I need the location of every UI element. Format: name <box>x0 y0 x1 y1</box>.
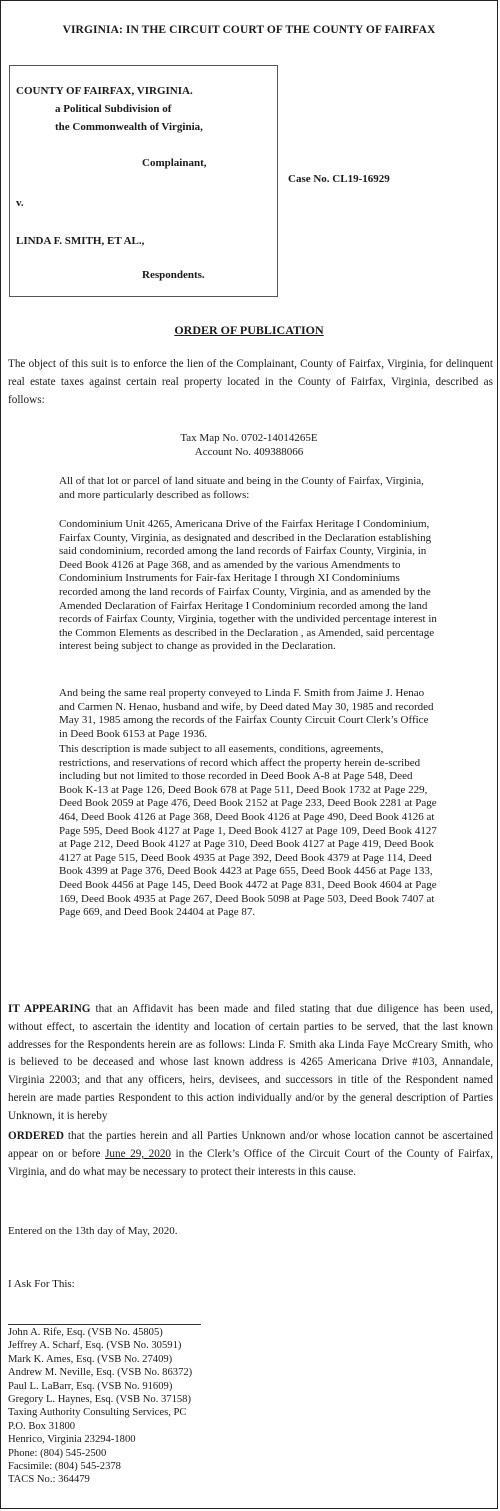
description-paragraph-1: All of that lot or parcel of land situate and being in the County of Fairfax, Virginia, and more particularly described as follows: <box>59 475 424 501</box>
signature-line-7: Taxing Authority Consulting Services, PC <box>8 1407 187 1419</box>
plaintiff-name: COUNTY OF FAIRFAX, VIRGINIA. <box>16 85 193 97</box>
signature-line-5: Paul L. LaBarr, Esq. (VSB No. 91609) <box>8 1380 173 1392</box>
it-appearing-lead: IT APPEARING <box>8 1003 91 1015</box>
signature-line-6: Gregory L. Haynes, Esq. (VSB No. 37158) <box>8 1394 192 1406</box>
signature-line-2: Jeffrey A. Scharf, Esq. (VSB No. 30591) <box>8 1340 182 1352</box>
signature-line-3: Mark K. Ames, Esq. (VSB No. 27409) <box>8 1353 173 1365</box>
versus-label: v. <box>16 197 24 209</box>
ask-for-this: I Ask For This: <box>8 1278 75 1290</box>
signature-line-9: Henrico, Virginia 23294-1800 <box>8 1434 136 1446</box>
description-paragraph-4: This description is made subject to all easements, conditions, agreements, restrictions, and reservations of record which affect the property herein de-scribed including but not limited to those recorded in Deed Book A-8 at Page 548, Deed Book K-13 at Page 126, Deed Book 678 at Page 511, Deed Book 1732 at Page 229, Deed Book 2059 at Page 476, Deed Book 2152 at Page 233, Deed Book 2281 at Page 464, Deed Book 4126 at Page 368, Deed Book 4126 at Page 490, Deed Book 4126 at Page 595, Deed Book 4127 at Page 1, Deed Book 4127 at Page 109, Deed Book 4127 at Page 212, Deed Book 4127 at Page 310, Deed Book 4127 at Page 419, Deed Book 4127 at Page 515, Deed Book 4935 at Page 392, Deed Book 4379 at Page 114, Deed Book 4399 at Page 376, Deed Book 4423 at Page 655, Deed Book 4456 at Page 133, Deed Book 4456 at Page 145, Deed Book 4472 at Page 831, Deed Book 4604 at Page 169, Deed Book 4935 at Page 267, Deed Book 5098 at Page 503, Deed Book 7407 at Page 669, and Deed Book 24404 at Page 87. <box>59 743 437 919</box>
case-number: Case No. CL19-16929 <box>288 173 390 185</box>
signature-line-11: Facsimile: (804) 545-2378 <box>8 1461 121 1473</box>
plaintiff-role: Complainant, <box>142 157 207 169</box>
signature-block <box>8 1326 192 1487</box>
description-paragraph-3: And being the same real property conveyed to Linda F. Smith from Jaime J. Henao and Carmen N. Henao, husband and wife, by Deed dated May 30, 1985 and recorded May 31, 1985 among the records of the Fairfax County Circuit Court Clerk’s Office in Deed Book 6153 at Page 1936. <box>59 687 434 740</box>
ordered-paragraph <box>8 1128 493 1181</box>
signature-line-1: John A. Rife, Esq. (VSB No. 45805) <box>8 1327 163 1338</box>
order-title: ORDER OF PUBLICATION <box>174 323 324 337</box>
it-appearing-paragraph <box>8 1001 493 1126</box>
tax-map-number: Tax Map No. 0702-14014265E <box>180 432 318 444</box>
entered-date: Entered on the 13th day of May, 2020. <box>8 1225 178 1237</box>
signature-line-10: Phone: (804) 545-2500 <box>8 1447 107 1459</box>
signature-line <box>8 1324 201 1325</box>
defendant-name: LINDA F. SMITH, ET AL., <box>16 235 145 247</box>
ordered-lead: ORDERED <box>8 1130 64 1142</box>
signature-line-4: Andrew M. Neville, Esq. (VSB No. 86372) <box>8 1367 193 1379</box>
it-appearing-text: that an Affidavit has been made and filed stating that due diligence has been used, without effect, to ascertain the identity and location of certain parties to be served, that the last known addresses for the Respondents herein are as follows: Linda F. Smith aka Linda Faye McCreary Smith, who is believed to be deceased and whose last known address is 4265 Americana Drive #103, Annandale, Virginia 22003; and that any officers, heirs, devisees, and successors in title of the Respondent named herein are made parties Respondent to this action individually and/or by the general description of Parties Unknown, it is hereby <box>8 1003 493 1122</box>
plaintiff-description-1: a Political Subdivision of <box>55 103 172 115</box>
appearance-deadline: June 29, 2020 <box>105 1147 172 1160</box>
intro-paragraph: The object of this suit is to enforce the lien of the Complainant, County of Fairfax, Virginia, for delinquent real estate taxes against certain real property located in the County of Fairfax, Virginia, described as follows: <box>8 358 493 406</box>
ordered-text-before: that the parties herein and all Parties Unknown and/or whose location cannot be ascertained appear on or before <box>8 1130 493 1160</box>
case-caption-box <box>9 65 278 297</box>
signature-line-12: TACS No.: 364479 <box>8 1474 90 1486</box>
plaintiff-description-2: the Commonwealth of Virginia, <box>55 121 203 133</box>
account-number: Account No. 409388066 <box>194 446 304 458</box>
signature-line-8: P.O. Box 31800 <box>8 1420 76 1432</box>
description-paragraph-2: Condominium Unit 4265, Americana Drive of the Fairfax Heritage I Condominium, Fairfax County, Virginia, as designated and described in the Declaration establishing said condominium, recorded among the land records of Fairfax County, Virginia, in Deed Book 4126 at Page 368, and as amended by the various Amendments to Condominium Instruments for Fair-fax Heritage I through XI Condominiums recorded among the land records of Fairfax County, Virginia, and as amended by the Amended Declaration of Fairfax Heritage I Condominium recorded among the land records of Fairfax County, Virginia, together with the undivided percentage interest in the Common Elements as described in the Declaration , as Amended, said percentage interest being subject to change as provided in the Declaration. <box>59 518 437 653</box>
defendant-role: Respondents. <box>142 269 205 281</box>
ordered-text-after: in the Clerk’s Office of the Circuit Court of the County of Fairfax, Virginia, and do what may be necessary to protect their interests in this cause. <box>8 1147 493 1178</box>
court-heading: VIRGINIA: IN THE CIRCUIT COURT OF THE COUNTY OF FAIRFAX <box>62 24 436 36</box>
